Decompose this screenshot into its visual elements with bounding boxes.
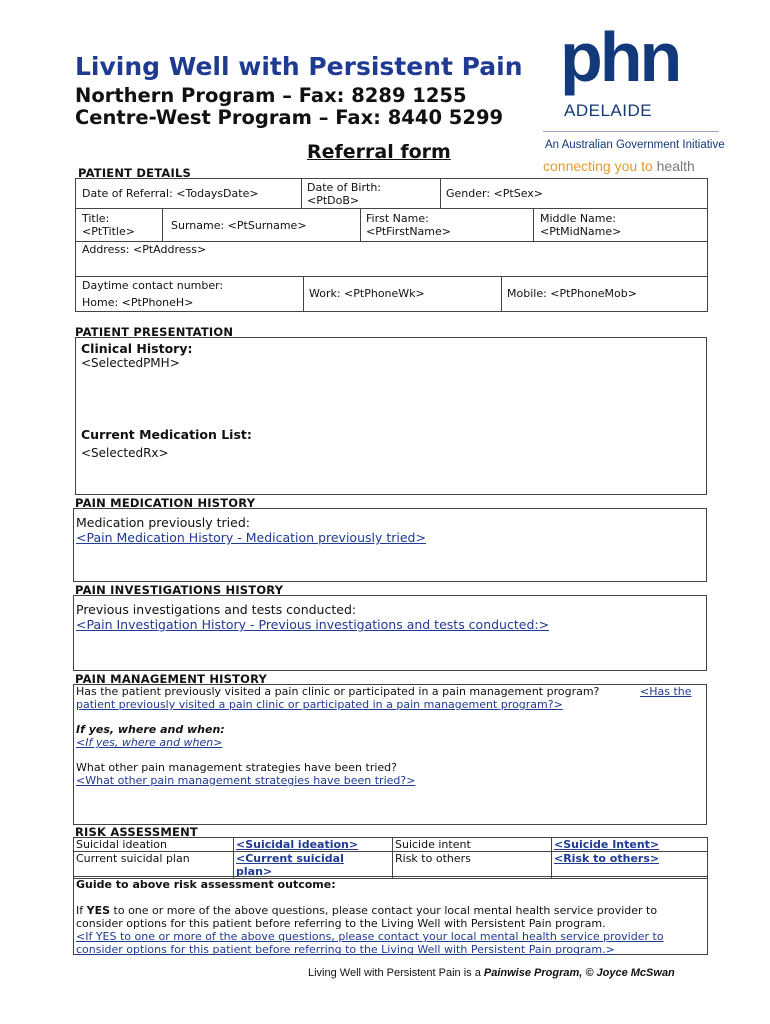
medication-tried-label: Medication previously tried: (76, 515, 250, 530)
title-label: Title: (82, 212, 110, 225)
pain-management-box[interactable] (73, 684, 707, 825)
northern-program-fax: Northern Program – Fax: 8289 1255 (75, 84, 467, 107)
pain-clinic-question: Has the patient previously visited a pain clinic or participated in a pain management program? (76, 685, 600, 698)
guide-line1-rest: to one or more of the above questions, please contact your local mental health service provider to (110, 904, 658, 917)
current-medication-label: Current Medication List: (81, 427, 252, 442)
risk-guide-box[interactable] (73, 876, 708, 955)
dob-field[interactable]: <PtDoB> (307, 194, 360, 207)
other-strategies-field[interactable]: <What other pain management strategies have been tried?> (76, 774, 416, 787)
mobile-phone-field[interactable]: Mobile: <PtPhoneMob> (507, 287, 637, 300)
col-divider (303, 276, 304, 311)
risk-table (73, 837, 708, 879)
risk-to-others-field[interactable]: <Risk to others> (552, 852, 708, 879)
clinical-history-box[interactable] (75, 337, 707, 495)
guide-if: If (76, 904, 87, 917)
footer-text (308, 967, 675, 979)
other-strategies-question: What other pain management strategies have been tried? (76, 761, 398, 774)
current-suicidal-plan-label: Current suicidal plan (74, 852, 234, 879)
logo-divider (543, 131, 719, 132)
tagline-part2: health (652, 158, 695, 174)
centre-west-program-fax: Centre-West Program – Fax: 8440 5299 (75, 106, 504, 129)
pain-investigations-box[interactable] (73, 595, 707, 671)
logo-tagline (543, 158, 695, 174)
table-row (74, 852, 708, 879)
middle-name-label: Middle Name: (540, 212, 616, 225)
footer-pre: Living Well with Persistent Pain is a (308, 967, 484, 979)
date-of-referral-field[interactable]: Date of Referral: <TodaysDate> (82, 187, 259, 200)
current-suicidal-plan-field[interactable] (234, 852, 393, 879)
logo-government-text: An Australian Government Initiative (545, 139, 725, 151)
patient-details-table (75, 178, 708, 312)
pain-clinic-answer-part1[interactable]: <Has the (640, 685, 692, 698)
suicide-intent-label: Suicide intent (393, 838, 552, 852)
col-divider (360, 208, 361, 241)
first-name-field[interactable]: <PtFirstName> (366, 225, 451, 238)
home-phone-field[interactable]: Home: <PtPhoneH> (82, 296, 194, 309)
medication-tried-field[interactable]: <Pain Medication History - Medication previously tried> (76, 530, 426, 545)
tagline-part1: connecting you to (543, 158, 653, 174)
col-divider (162, 208, 163, 241)
col-divider (440, 179, 441, 208)
pain-medication-box[interactable] (73, 508, 707, 582)
work-phone-field[interactable]: Work: <PtPhoneWk> (309, 287, 425, 300)
daytime-contact-label: Daytime contact number: (82, 279, 224, 292)
clinical-history-field[interactable]: <SelectedPMH> (81, 356, 180, 370)
footer-bold: Painwise Program, © Joyce McSwan (483, 967, 675, 979)
risk-guide-field-line2[interactable]: consider options for this patient before referring to the Living Well with Persistent Pain program.> (76, 943, 615, 956)
pain-clinic-answer-part2[interactable]: patient previously visited a pain clinic or participated in a pain management program?> (76, 698, 563, 711)
investigations-field[interactable]: <Pain Investigation History - Previous investigations and tests conducted:> (76, 617, 550, 632)
current-medication-field[interactable]: <SelectedRx> (81, 446, 169, 460)
col-divider (533, 208, 534, 241)
suicidal-ideation-label: Suicidal ideation (74, 838, 234, 852)
form-title: Referral form (307, 141, 451, 163)
plan-field-line1: <Current suicidal (236, 852, 344, 865)
risk-guide-text-line1 (76, 904, 657, 917)
pain-management-heading: PAIN MANAGEMENT HISTORY (75, 672, 268, 686)
suicidal-ideation-field[interactable]: <Suicidal ideation> (234, 838, 393, 852)
row-divider (76, 208, 707, 209)
logo-phn-text: phn (560, 18, 680, 96)
investigations-label: Previous investigations and tests conducted: (76, 602, 357, 617)
guide-yes: YES (86, 904, 111, 917)
table-row (74, 838, 708, 852)
dob-label: Date of Birth: (307, 181, 382, 194)
risk-guide-label: Guide to above risk assessment outcome: (76, 878, 336, 891)
row-divider (76, 276, 707, 277)
clinical-history-label: Clinical History: (81, 341, 193, 356)
first-name-label: First Name: (366, 212, 429, 225)
address-field[interactable]: Address: <PtAddress> (82, 243, 207, 256)
title-field[interactable]: <PtTitle> (82, 225, 135, 238)
risk-to-others-label: Risk to others (393, 852, 552, 879)
row-divider (76, 241, 707, 242)
pain-investigations-heading: PAIN INVESTIGATIONS HISTORY (75, 583, 284, 597)
page-title: Living Well with Persistent Pain (75, 52, 523, 81)
if-yes-label: If yes, where and when: (76, 723, 225, 736)
suicide-intent-field[interactable]: <Suicide Intent> (552, 838, 708, 852)
risk-assessment-heading: RISK ASSESSMENT (75, 825, 198, 839)
col-divider (301, 179, 302, 208)
middle-name-field[interactable]: <PtMidName> (540, 225, 622, 238)
if-yes-field[interactable]: <If yes, where and when> (76, 736, 223, 749)
gender-field[interactable]: Gender: <PtSex> (446, 187, 543, 200)
surname-field[interactable]: Surname: <PtSurname> (171, 219, 307, 232)
risk-guide-text-line2: consider options for this patient before referring to the Living Well with Persistent Pain program. (76, 917, 606, 930)
patient-presentation-heading: PATIENT PRESENTATION (75, 325, 234, 339)
risk-guide-field-line1[interactable]: <If YES to one or more of the above questions, please contact your local mental health service provider to (76, 930, 664, 943)
pain-medication-heading: PAIN MEDICATION HISTORY (75, 496, 256, 510)
logo-adelaide-text: ADELAIDE (564, 101, 653, 120)
patient-details-heading: PATIENT DETAILS (78, 166, 191, 180)
plan-field-line2: plan> (236, 865, 273, 878)
col-divider (501, 276, 502, 311)
